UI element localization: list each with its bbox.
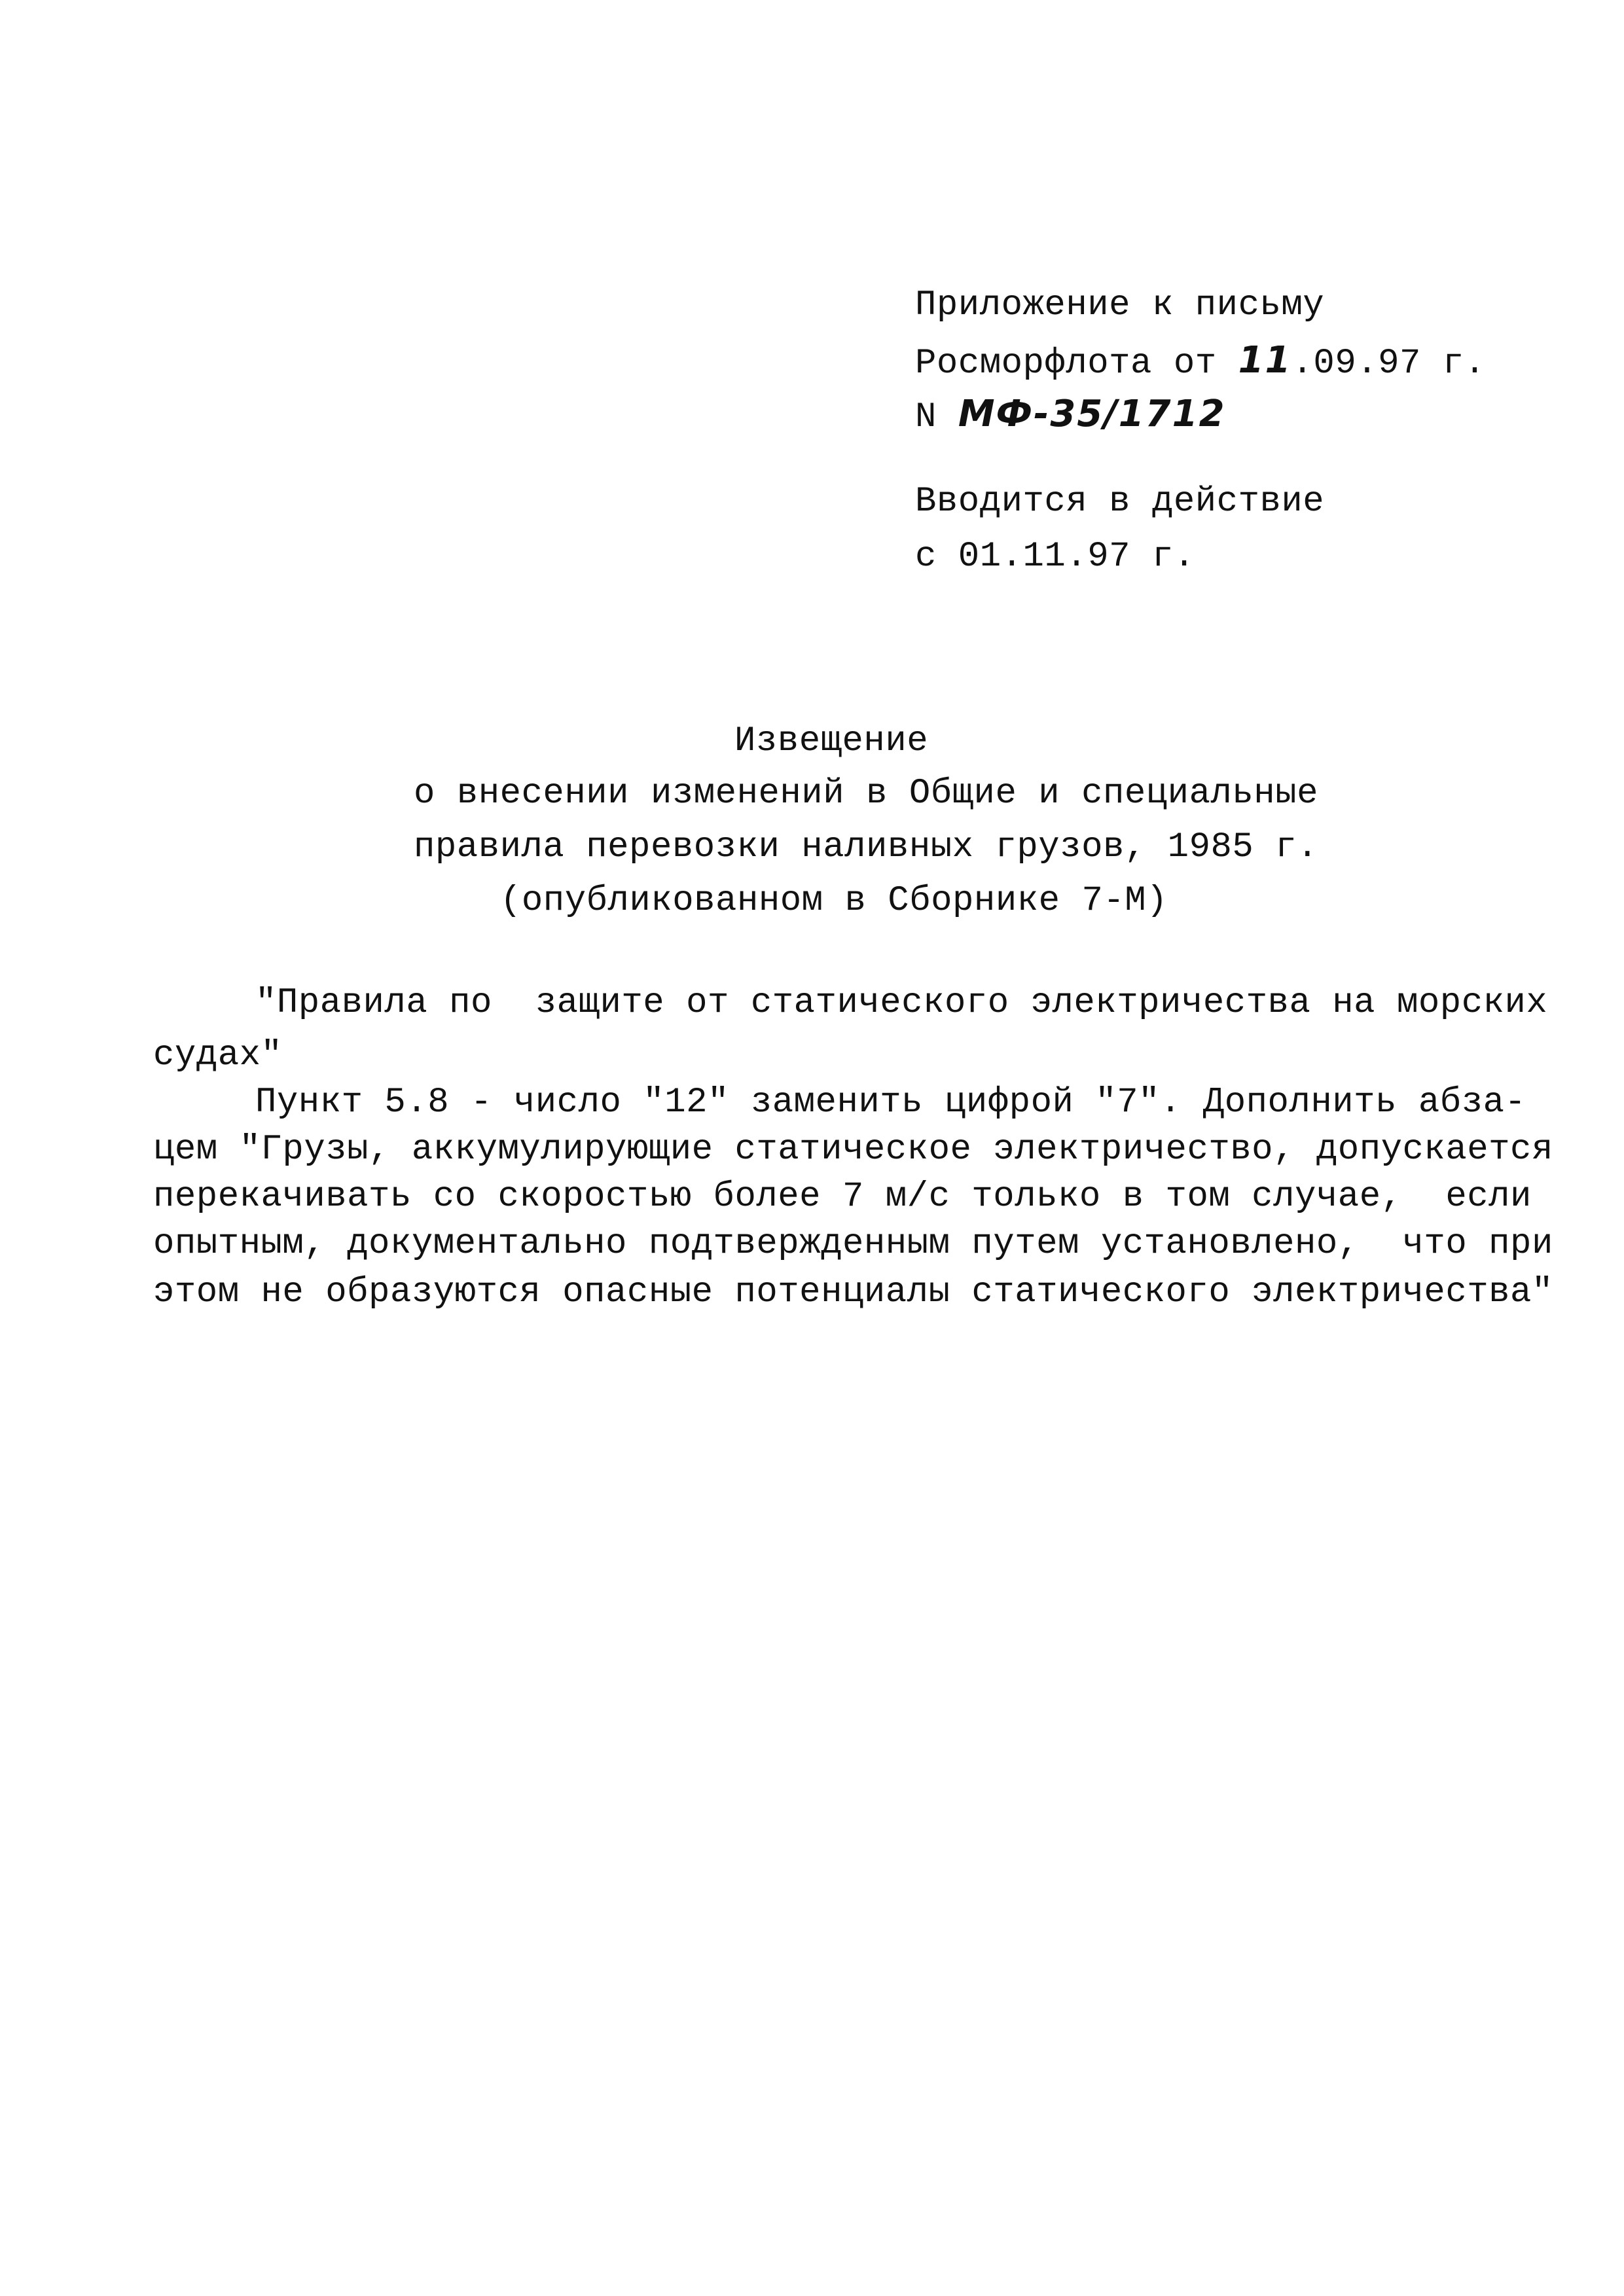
- header-line-date: [915, 339, 1486, 386]
- notice-subtitle-line-2: правила перевозки наливных грузов, 1985 г.: [414, 827, 1319, 867]
- notice-title: Извещение: [734, 721, 929, 761]
- notice-subtitle-line-1: о внесении изменений в Общие и специальные: [414, 774, 1319, 814]
- header-date-prefix: Росморфлота от: [915, 344, 1238, 384]
- handwritten-day: 11: [1238, 339, 1292, 382]
- paragraph-1-line-1: "Правила по защите от статического электричества на морских: [255, 983, 1548, 1023]
- paragraph-2-line-2: цем "Грузы, аккумулирующие статическое электричество, допускается: [153, 1130, 1553, 1170]
- effective-line-2: с 01.11.97 г.: [915, 537, 1195, 577]
- paragraph-2-line-4: опытным, документально подтвержденным путем установлено, что при: [153, 1224, 1553, 1264]
- header-date-suffix: .09.97 г.: [1291, 344, 1486, 384]
- paragraph-1-line-2: судах": [153, 1035, 283, 1075]
- paragraph-2-line-3: перекачивать со скоростью более 7 м/с только в том случае, если: [153, 1177, 1532, 1217]
- effective-line-1: Вводится в действие: [915, 482, 1325, 522]
- paragraph-2-line-5: этом не образуются опасные потенциалы статического электричества": [153, 1272, 1553, 1312]
- header-number-prefix: N: [915, 397, 958, 437]
- handwritten-letter-number: МФ-35/1712: [958, 393, 1226, 435]
- header-line-number: [915, 393, 1226, 439]
- header-line-appendix: Приложение к письму: [915, 285, 1325, 325]
- paragraph-2-line-1: Пункт 5.8 - число "12" заменить цифрой "7". Дополнить абза-: [255, 1083, 1526, 1122]
- notice-subtitle-line-3: (опубликованном в Сборнике 7-М): [500, 881, 1168, 921]
